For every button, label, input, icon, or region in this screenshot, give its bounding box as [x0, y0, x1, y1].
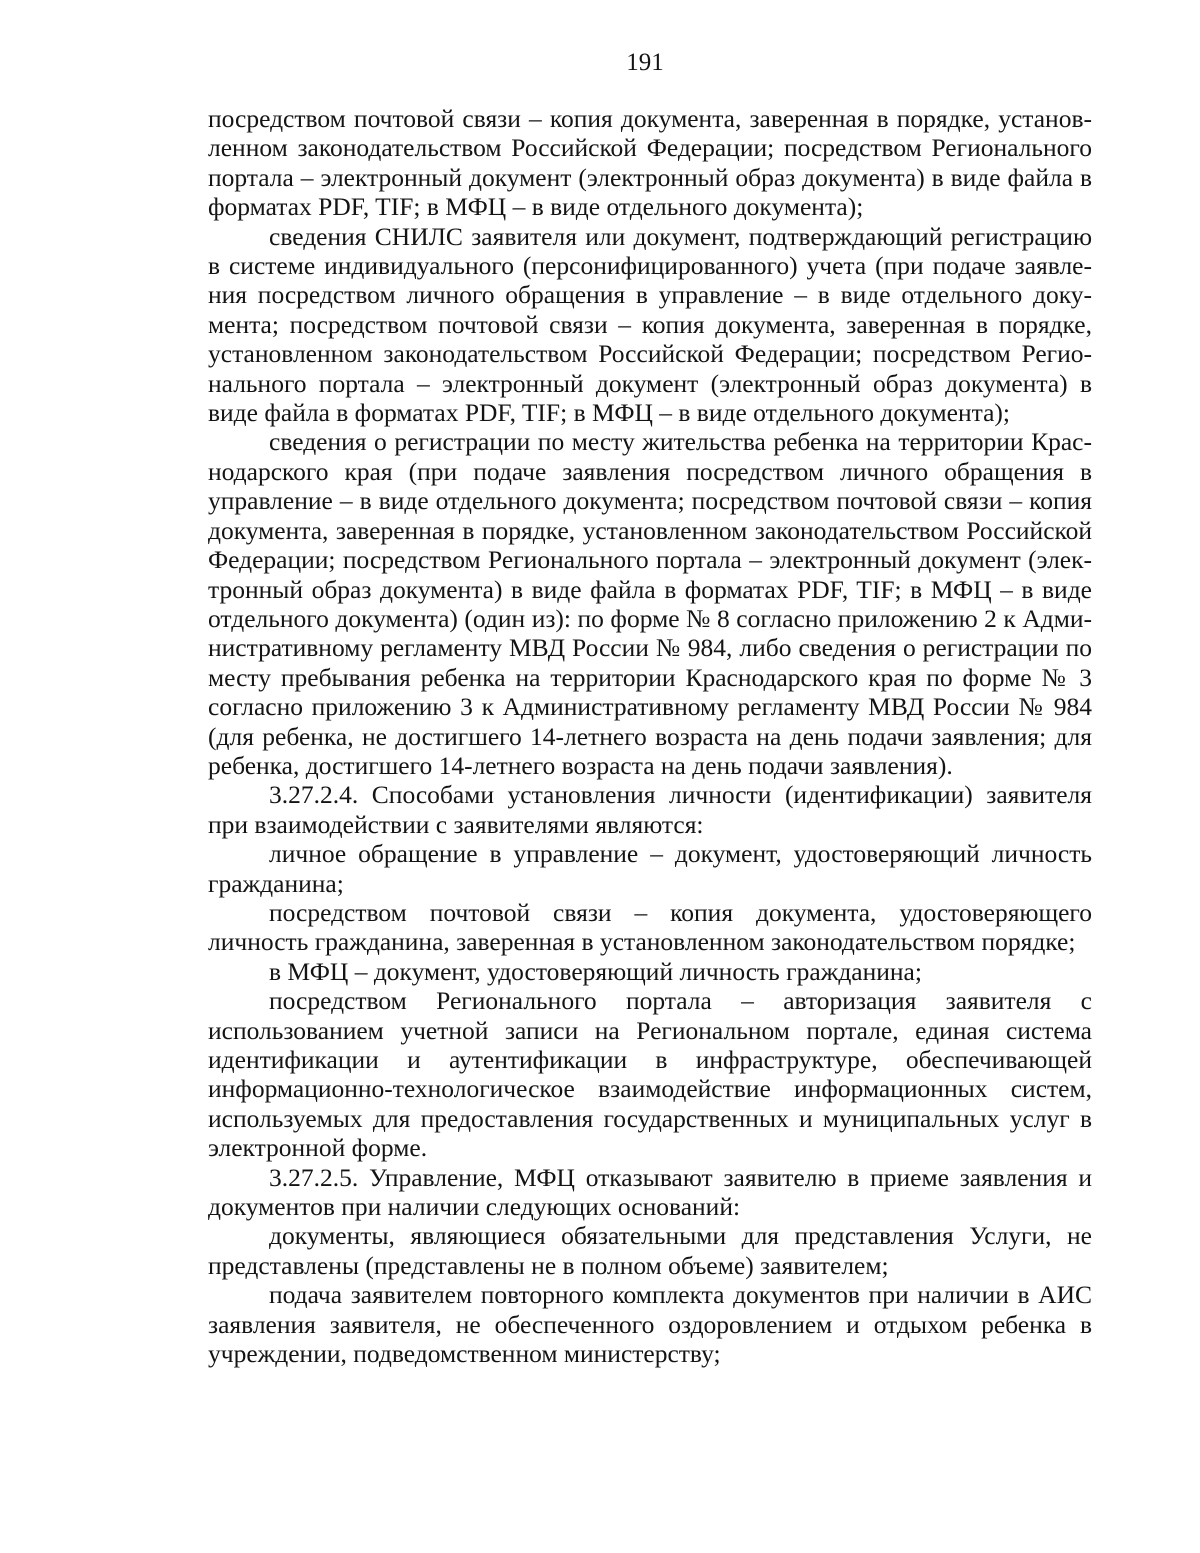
paragraph-4: 3.27.2.4. Способами установления личности (идентификации) заявителя при взаимодействии с заявителями являются: [208, 780, 1092, 839]
paragraph-7: в МФЦ – документ, удостоверяющий личность гражданина; [269, 956, 922, 986]
paragraph-10: документы, являющиеся обязательными для представления Услуги, не представлены (представлены не в полном объеме) заявителем; [208, 1221, 1092, 1280]
page-number: 191 [626, 49, 664, 76]
paragraph-11: подача заявителем повторного комплекта документов при наличии в АИС заявления заявителя, не обеспеченного оздоровлением и отдыхом ребенка в учреждении, подведомственном министерству; [208, 1280, 1092, 1369]
paragraph-2: сведения СНИЛС заявителя или документ, подтверждающий регистрацию в системе индивидуального (персонифицированного) учета (при подаче заявления посредством личного обращения в управление – в виде отдельного документа; посредством почтовой связи – копия документа, заверенная в порядке, установленном законодательством Российской Федерации; посредством Регионального портала – электронный документ (электронный образ документа) в виде файла в форматах PDF, TIF; в МФЦ – в виде отдельного документа); [208, 221, 1092, 428]
paragraph-5: личное обращение в управление – документ, удостоверяющий личность гражданина; [208, 839, 1092, 898]
paragraph-3: сведения о регистрации по месту жительства ребенка на территории Краснодарского края (при подаче заявления посредством личного обращения в управление – в виде отдельного документа; посредством почтовой связи – копия документа, заверенная в порядке, установленном законодательством Российской Федерации; посредством Регионального портала – электронный документ (электронный образ документа) в виде файла в форматах PDF, TIF; в МФЦ – в виде отдельного документа) (один из): по форме № 8 согласно приложению 2 к Административному регламенту МВД России № 984, либо сведения о регистрации по месту пребывания ребенка на территории Краснодарского края по форме № 3 согласно приложению 3 к Административному регламенту МВД России № 984 (для ребенка, не достигшего 14-летнего возраста на день подачи заявления; для ребенка, достигшего 14-летнего возраста на день подачи заявления). [208, 427, 1092, 780]
paragraph-1: посредством почтовой связи – копия документа, заверенная в порядке, установленном законодательством Российской Федерации; посредством Регионального портала – электронный документ (электронный образ документа) в виде файла в форматах PDF, TIF; в МФЦ – в виде отдельного документа); [208, 104, 1092, 222]
paragraph-9: 3.27.2.5. Управление, МФЦ отказывают заявителю в приеме заявления и документов при наличии следующих оснований: [208, 1162, 1092, 1222]
paragraph-6: посредством почтовой связи – копия документа, удостоверяющего личность гражданина, заверенная в установленном законодательством порядке; [208, 897, 1092, 957]
paragraph-8: посредством Регионального портала – авторизация заявителя с использованием учетной записи на Региональном портале, единая система идентификации и аутентификации в инфраструктуре, обеспечивающей информационно-технологическое взаимодействие информационных систем, используемых для предоставления государственных и муниципальных услуг в электронной форме. [208, 986, 1092, 1163]
document-body [208, 104, 1092, 1368]
